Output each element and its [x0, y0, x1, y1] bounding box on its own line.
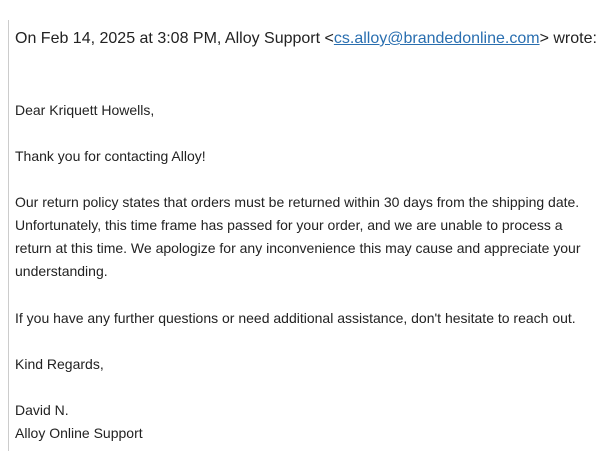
quote-header — [15, 29, 597, 49]
policy-line: Our return policy states that orders must be returned within 30 days from the shipping date. — [15, 194, 580, 210]
sender-email-link[interactable]: cs.alloy@brandedonline.com — [333, 30, 540, 47]
policy-line: return at this time. We apologize for any inconvenience this may cause and appreciate your — [15, 240, 581, 256]
policy-paragraph — [15, 191, 581, 283]
quote-header-suffix: > wrote: — [539, 30, 597, 47]
further-questions-line: If you have any further questions or need additional assistance, don't hesitate to reach out. — [15, 310, 576, 326]
policy-line: Unfortunately, this time frame has passed for your order, and we are unable to process a — [15, 217, 563, 233]
policy-line: understanding. — [15, 263, 108, 279]
quote-bar — [8, 20, 9, 451]
thanks-line: Thank you for contacting Alloy! — [15, 148, 206, 164]
signature-team: Alloy Online Support — [15, 425, 143, 441]
signature-name: David N. — [15, 402, 69, 418]
quote-header-prefix: On Feb 14, 2025 at 3:08 PM, Alloy Support < — [15, 30, 334, 47]
closing: Kind Regards, — [15, 356, 104, 372]
greeting: Dear Kriquett Howells, — [15, 102, 155, 118]
